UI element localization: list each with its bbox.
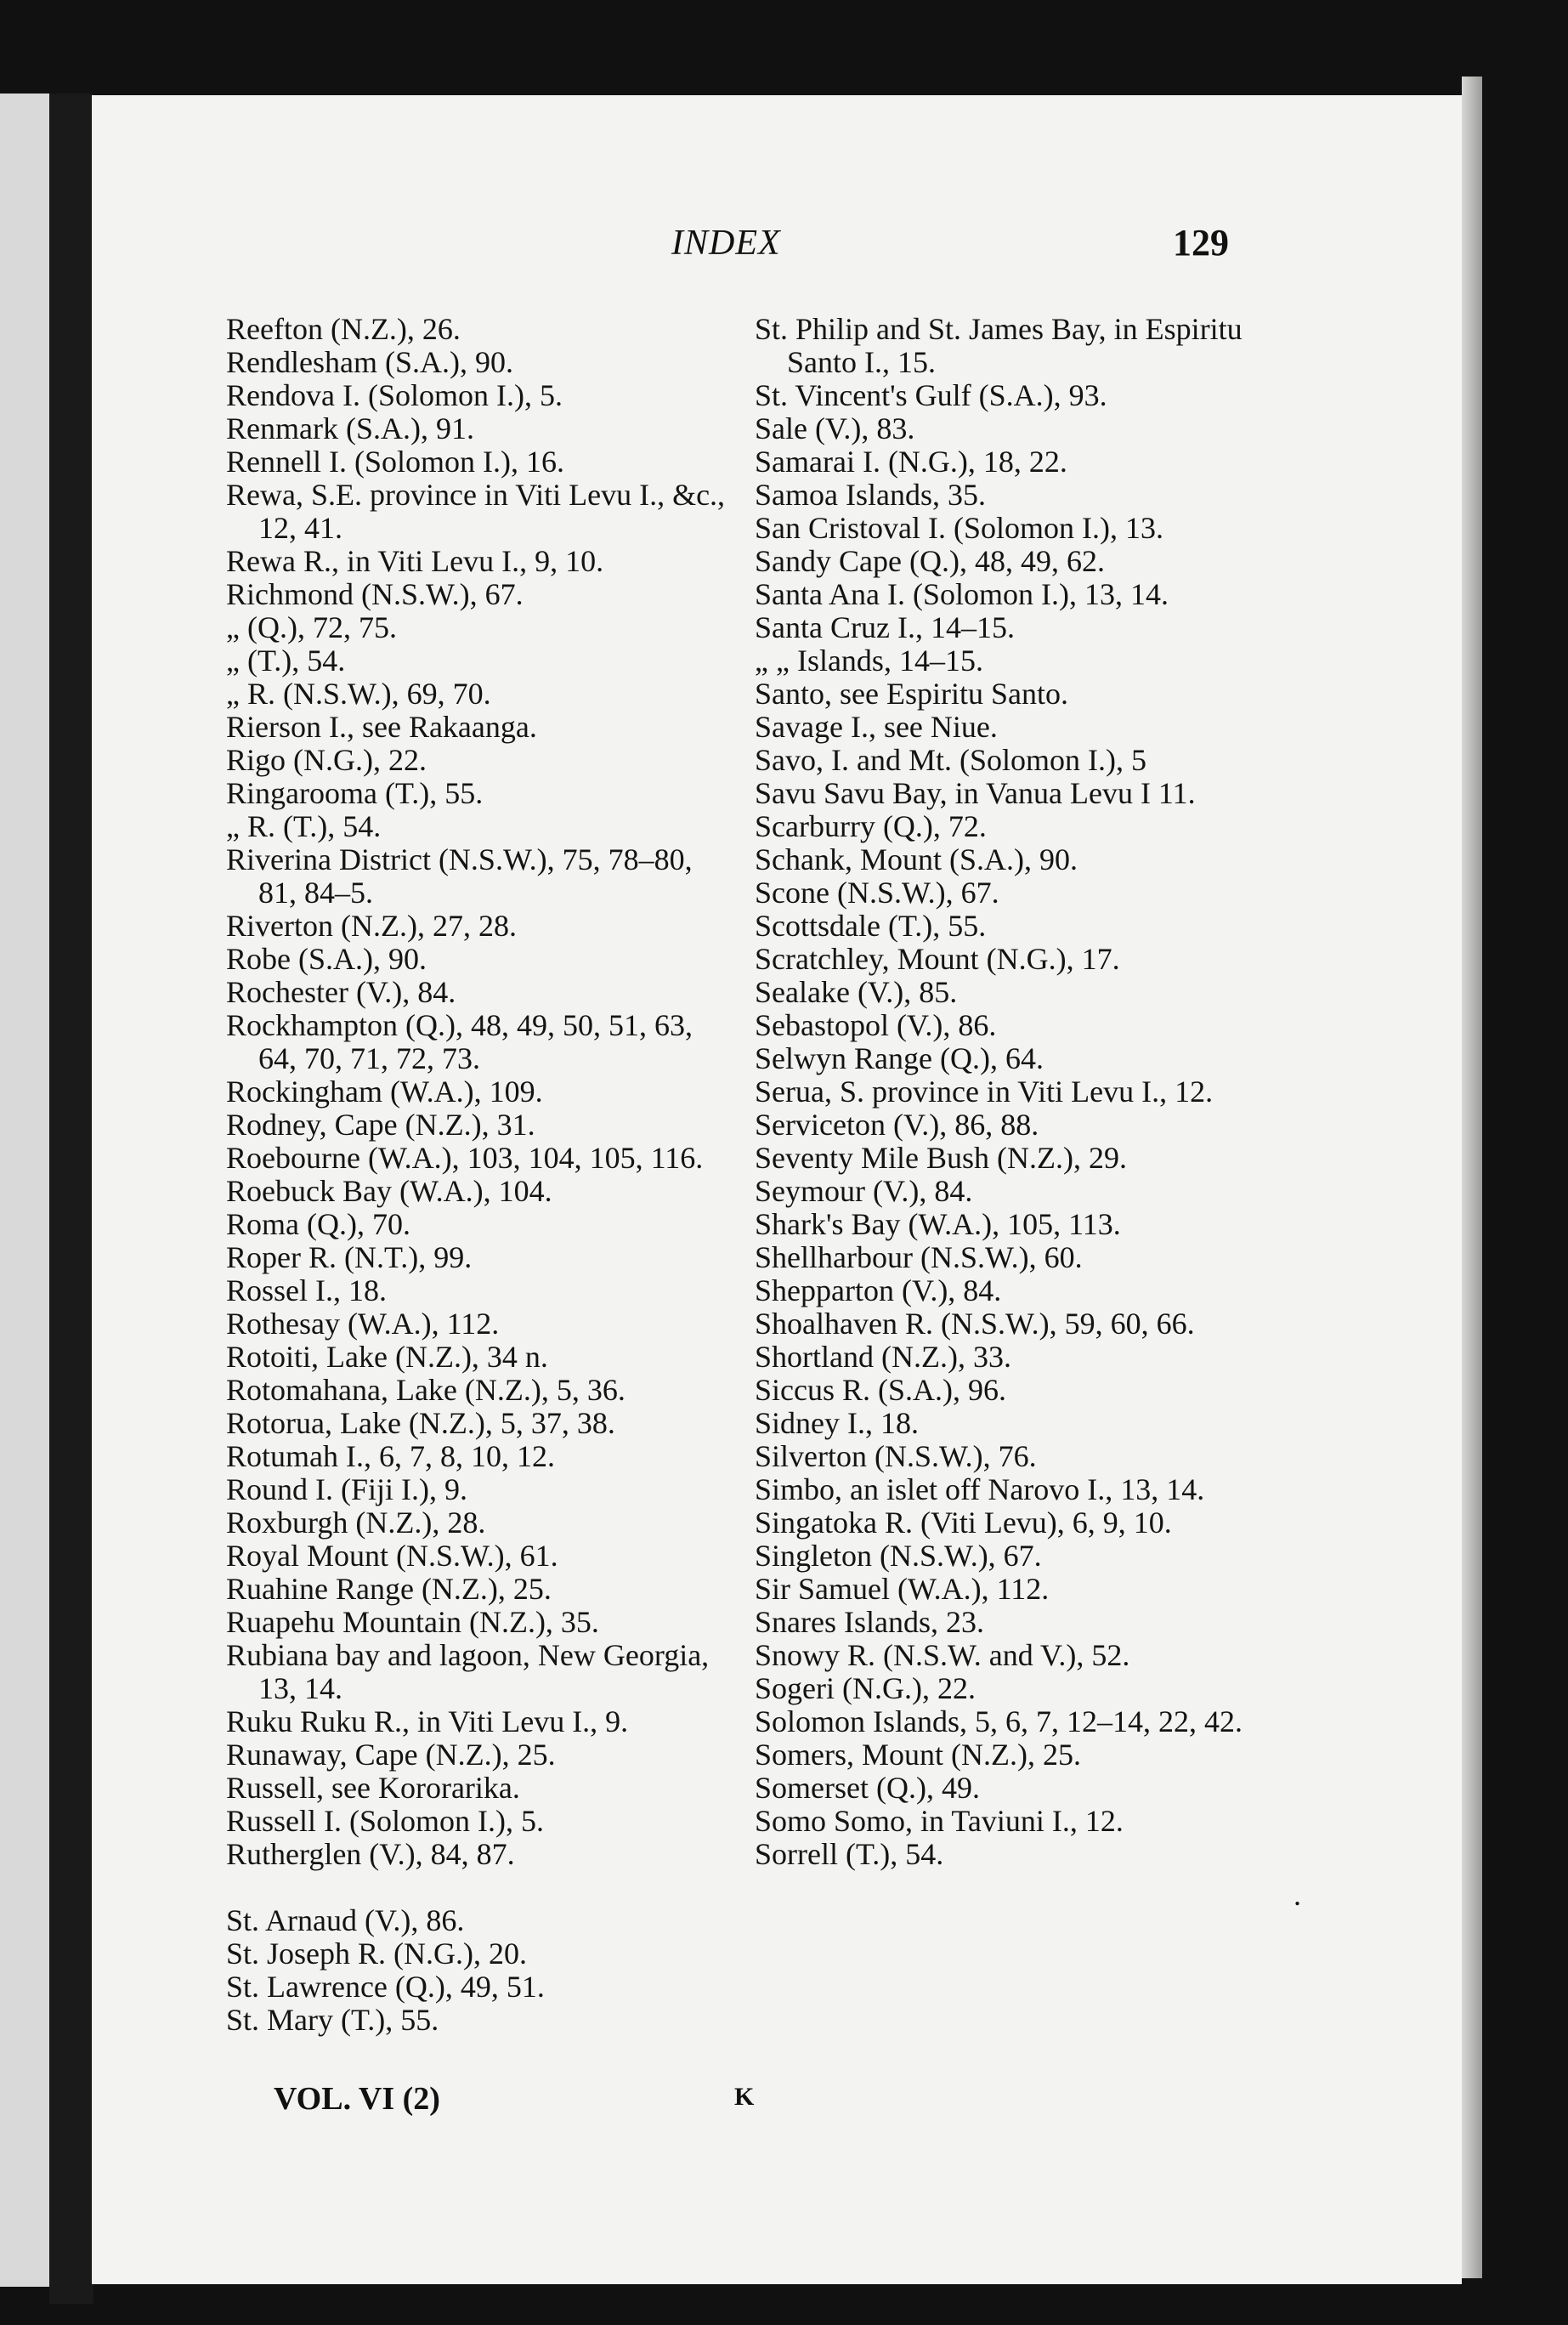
index-entry: Singatoka R. (Viti Levu), 6, 9, 10. (755, 1506, 1172, 1540)
index-entry: Roma (Q.), 70. (226, 1207, 410, 1241)
index-entry: Schank, Mount (S.A.), 90. (755, 842, 1078, 876)
index-entry: Riverton (N.Z.), 27, 28. (226, 909, 517, 943)
index-entry: „ R. (N.S.W.), 69, 70. (226, 677, 491, 711)
index-entry: Sidney I., 18. (755, 1406, 919, 1440)
index-entry: Rochester (V.), 84. (226, 975, 456, 1009)
index-entry: Somerset (Q.), 49. (755, 1771, 980, 1805)
index-entry: Rubiana bay and lagoon, New Georgia, 13, 14. (226, 1638, 710, 1705)
index-entry: „ (T.), 54. (226, 644, 346, 678)
index-gap (226, 1871, 727, 1904)
index-entry: San Cristoval I. (Solomon I.), 13. (755, 511, 1163, 545)
index-entry: Samoa Islands, 35. (755, 478, 986, 512)
index-entry: Scratchley, Mount (N.G.), 17. (755, 942, 1120, 976)
page-edge (1462, 77, 1482, 2278)
index-entry: Rockhampton (Q.), 48, 49, 50, 51, 63, 64, 70, 71, 72, 73. (226, 1008, 693, 1075)
index-entry: Rotomahana, Lake (N.Z.), 5, 36. (226, 1373, 626, 1407)
index-entry: Rewa, S.E. province in Viti Levu I., &c., 12, 41. (226, 478, 726, 545)
index-entry: Richmond (N.S.W.), 67. (226, 577, 524, 611)
index-entry: Rennell I. (Solomon I.), 16. (226, 445, 564, 479)
index-entry: Ruahine Range (N.Z.), 25. (226, 1572, 552, 1606)
index-entry: Royal Mount (N.S.W.), 61. (226, 1539, 558, 1573)
page-number: 129 (1173, 222, 1229, 264)
index-entry: Rewa R., in Viti Levu I., 9, 10. (226, 544, 604, 578)
index-entry: Sealake (V.), 85. (755, 975, 958, 1009)
index-entry: St. Lawrence (Q.), 49, 51. (226, 1970, 545, 2004)
index-entry: Sale (V.), 83. (755, 411, 915, 445)
index-entry: Reefton (N.Z.), 26. (226, 312, 461, 346)
index-entry: Rutherglen (V.), 84, 87. (226, 1837, 515, 1871)
index-entry: Samarai I. (N.G.), 18, 22. (755, 445, 1067, 479)
volume-footer: VOL. VI (2) (274, 2081, 440, 2117)
index-entry: „ R. (T.), 54. (226, 809, 382, 843)
index-entry: Rotorua, Lake (N.Z.), 5, 37, 38. (226, 1406, 615, 1440)
index-entry: Ruku Ruku R., in Viti Levu I., 9. (226, 1704, 629, 1738)
index-entry: St. Philip and St. James Bay, in Espiritu Santo I., 15. (755, 312, 1243, 379)
index-entry: Runaway, Cape (N.Z.), 25. (226, 1738, 556, 1772)
index-entry: Shellharbour (N.S.W.), 60. (755, 1240, 1083, 1274)
index-entry: „ (Q.), 72, 75. (226, 610, 397, 644)
index-entry: Snares Islands, 23. (755, 1605, 984, 1639)
running-title: INDEX (671, 224, 781, 263)
index-entry: Shoalhaven R. (N.S.W.), 59, 60, 66. (755, 1307, 1195, 1341)
index-entry: Seymour (V.), 84. (755, 1174, 973, 1208)
index-entry: Ruapehu Mountain (N.Z.), 35. (226, 1605, 599, 1639)
index-entry: Solomon Islands, 5, 6, 7, 12–14, 22, 42. (755, 1704, 1243, 1738)
index-entry: Roebuck Bay (W.A.), 104. (226, 1174, 552, 1208)
index-entry: Rossel I., 18. (226, 1273, 387, 1307)
index-column-right (755, 313, 1256, 1871)
adjacent-page-edge (0, 94, 49, 2287)
index-entry: Rotumah I., 6, 7, 8, 10, 12. (226, 1439, 555, 1473)
index-column-left (226, 313, 727, 2037)
index-entry: Russell, see Kororarika. (226, 1771, 520, 1805)
index-entry: Robe (S.A.), 90. (226, 942, 427, 976)
index-entry: Renmark (S.A.), 91. (226, 411, 474, 445)
index-entry: „ „ Islands, 14–15. (755, 644, 983, 678)
index-entry: Seventy Mile Bush (N.Z.), 29. (755, 1141, 1127, 1175)
index-entry: Shepparton (V.), 84. (755, 1273, 1002, 1307)
index-entry: Serua, S. province in Viti Levu I., 12. (755, 1075, 1214, 1109)
index-entry: Savage I., see Niue. (755, 710, 998, 744)
index-entry: St. Joseph R. (N.G.), 20. (226, 1937, 528, 1971)
index-entry: Santa Cruz I., 14–15. (755, 610, 1015, 644)
index-entry: Rodney, Cape (N.Z.), 31. (226, 1108, 535, 1142)
index-entry: Siccus R. (S.A.), 96. (755, 1373, 1006, 1407)
index-entry: Sebastopol (V.), 86. (755, 1008, 997, 1042)
signature-mark: K (734, 2083, 755, 2111)
index-entry: Rotoiti, Lake (N.Z.), 34 n. (226, 1340, 548, 1374)
index-entry: Serviceton (V.), 86, 88. (755, 1108, 1039, 1142)
index-entry: Simbo, an islet off Narovo I., 13, 14. (755, 1472, 1205, 1506)
index-entry: Shark's Bay (W.A.), 105, 113. (755, 1207, 1121, 1241)
index-entry: Savu Savu Bay, in Vanua Levu I 11. (755, 776, 1196, 810)
index-entry: Sir Samuel (W.A.), 112. (755, 1572, 1050, 1606)
index-entry: Savo, I. and Mt. (Solomon I.), 5 (755, 743, 1146, 777)
index-entry: Rothesay (W.A.), 112. (226, 1307, 500, 1341)
binding-shadow (49, 94, 93, 2304)
index-entry: Rigo (N.G.), 22. (226, 743, 427, 777)
index-entry: Singleton (N.S.W.), 67. (755, 1539, 1042, 1573)
index-entry: Sandy Cape (Q.), 48, 49, 62. (755, 544, 1105, 578)
index-entry: Somers, Mount (N.Z.), 25. (755, 1738, 1081, 1772)
index-entry: Roxburgh (N.Z.), 28. (226, 1506, 486, 1540)
index-entry: Selwyn Range (Q.), 64. (755, 1041, 1044, 1075)
index-entry: Snowy R. (N.S.W. and V.), 52. (755, 1638, 1130, 1672)
index-entry: Silverton (N.S.W.), 76. (755, 1439, 1037, 1473)
index-entry: Roper R. (N.T.), 99. (226, 1240, 473, 1274)
stray-mark: . (1293, 1878, 1301, 1912)
index-entry: St. Mary (T.), 55. (226, 2003, 439, 2037)
index-entry: Rendlesham (S.A.), 90. (226, 345, 513, 379)
index-entry: Somo Somo, in Taviuni I., 12. (755, 1804, 1124, 1838)
index-entry: St. Vincent's Gulf (S.A.), 93. (755, 378, 1107, 412)
index-entry: Sogeri (N.G.), 22. (755, 1671, 976, 1705)
index-entry: St. Arnaud (V.), 86. (226, 1903, 465, 1937)
index-entry: Scone (N.S.W.), 67. (755, 876, 999, 910)
index-entry: Round I. (Fiji I.), 9. (226, 1472, 467, 1506)
index-entry: Rierson I., see Rakaanga. (226, 710, 537, 744)
index-entry: Roebourne (W.A.), 103, 104, 105, 116. (226, 1141, 704, 1175)
index-entry: Santo, see Espiritu Santo. (755, 677, 1068, 711)
index-entry: Rendova I. (Solomon I.), 5. (226, 378, 563, 412)
index-entry: Shortland (N.Z.), 33. (755, 1340, 1011, 1374)
index-entry: Scottsdale (T.), 55. (755, 909, 987, 943)
index-entry: Ringarooma (T.), 55. (226, 776, 484, 810)
index-entry: Russell I. (Solomon I.), 5. (226, 1804, 544, 1838)
index-entry: Sorrell (T.), 54. (755, 1837, 944, 1871)
index-entry: Rockingham (W.A.), 109. (226, 1075, 543, 1109)
index-entry: Scarburry (Q.), 72. (755, 809, 987, 843)
index-entry: Riverina District (N.S.W.), 75, 78–80, 81, 84–5. (226, 842, 693, 910)
index-entry: Santa Ana I. (Solomon I.), 13, 14. (755, 577, 1169, 611)
